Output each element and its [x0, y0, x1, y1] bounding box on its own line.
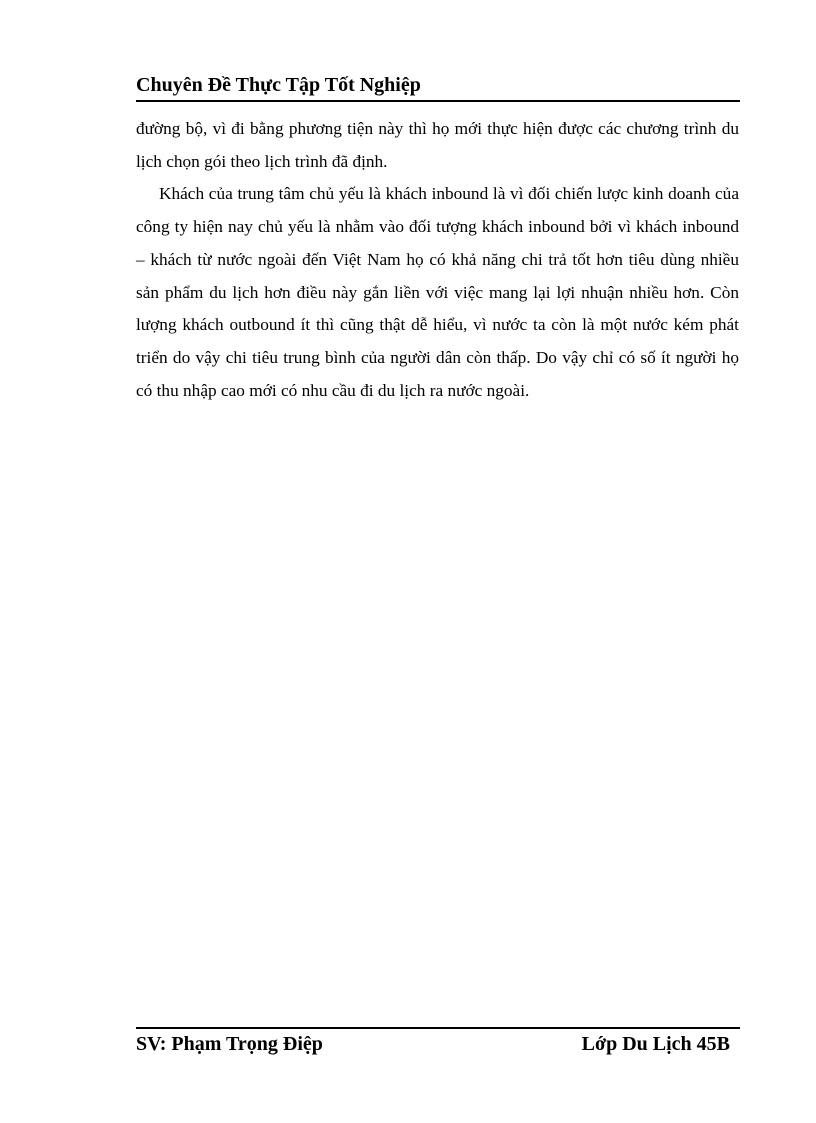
document-body [136, 113, 739, 407]
page-title: Chuyên Đề Thực Tập Tốt Nghiệp [136, 74, 421, 96]
class-name: Lớp Du Lịch 45B [581, 1033, 730, 1055]
paragraph: Khách của trung tâm chủ yếu là khách inbound là vì đối chiến lược kinh doanh của công ty hiện nay chủ yếu là nhằm vào đối tượng khách inbound bởi vì khách inbound – khách từ nước ngoài đến Việt Nam họ có khả năng chi trả tốt hơn tiêu dùng nhiều sản phẩm du lịch hơn điều này gắn liền với việc mang lại lợi nhuận nhiều hơn. Còn lượng khách outbound ít thì cũng thật dễ hiểu, vì nước ta còn là một nước kém phát triển do vậy chi tiêu trung bình của người dân còn thấp. Do vậy chỉ có số ít người họ có thu nhập cao mới có nhu cầu đi du lịch ra nước ngoài. [136, 184, 739, 400]
student-name: SV: Phạm Trọng Điệp [136, 1033, 323, 1055]
page-footer [136, 1027, 740, 1059]
page-header [136, 72, 740, 102]
paragraph: đường bộ, vì đi bằng phương tiện này thì họ mới thực hiện được các chương trình du lịch chọn gói theo lịch trình đã định. [136, 119, 739, 171]
